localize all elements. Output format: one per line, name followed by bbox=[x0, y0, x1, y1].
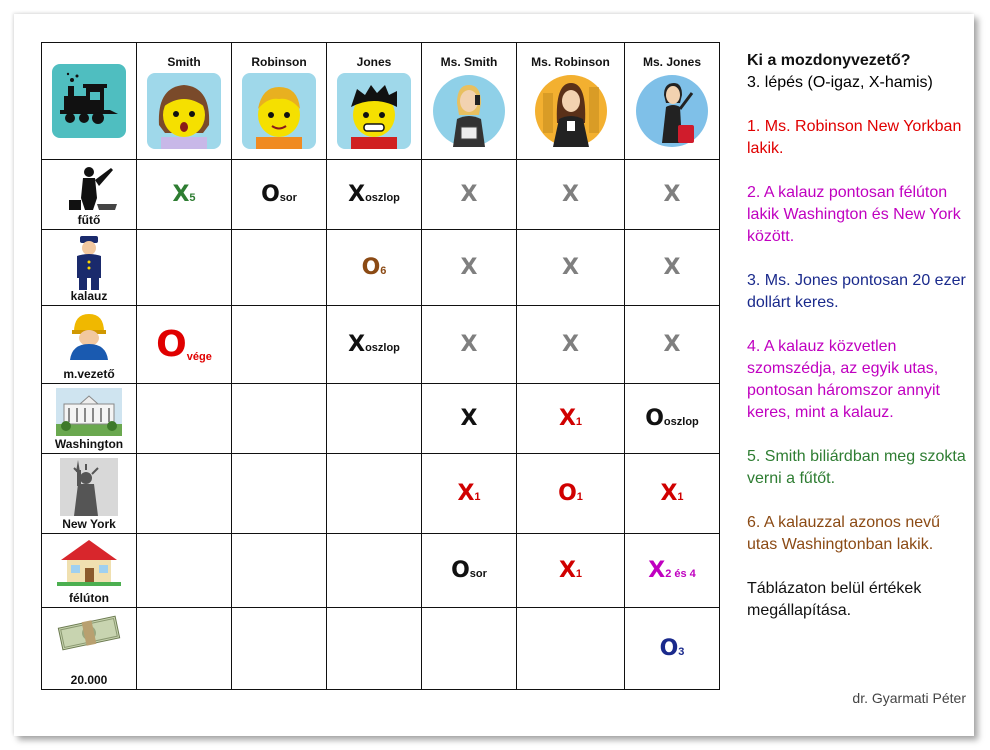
puzzle-title: Ki a mozdonyvezető? bbox=[747, 52, 911, 69]
header-row bbox=[42, 43, 720, 160]
grid-cell bbox=[327, 384, 422, 454]
mark-note: 3 bbox=[678, 646, 685, 658]
grid-cell bbox=[137, 306, 232, 384]
grid-cell bbox=[422, 230, 517, 306]
mark-letter: X bbox=[460, 406, 478, 431]
grid-cell bbox=[232, 306, 327, 384]
grid-cell bbox=[625, 384, 720, 454]
mark-letter: O bbox=[451, 558, 470, 583]
grid-cell bbox=[625, 534, 720, 608]
grid-row-washington bbox=[42, 384, 720, 454]
grid-cell bbox=[422, 160, 517, 230]
mark-letter: O bbox=[156, 324, 187, 365]
puzzle-step: 3. lépés (O-igaz, X-hamis) bbox=[747, 74, 933, 91]
row-header bbox=[42, 306, 137, 384]
corner-cell bbox=[42, 43, 137, 160]
stoker-icon bbox=[59, 164, 119, 215]
mark-letter: X bbox=[663, 255, 681, 280]
grid-cell bbox=[232, 608, 327, 690]
mark-letter: O bbox=[261, 182, 280, 207]
row-header bbox=[42, 230, 137, 306]
cell-mark bbox=[664, 332, 681, 357]
cell-mark bbox=[562, 255, 579, 280]
boy-avatar bbox=[242, 73, 316, 149]
mark-note: 5 bbox=[189, 192, 196, 204]
row-label: m.vezető bbox=[63, 367, 115, 381]
cell-mark bbox=[562, 332, 579, 357]
train-icon bbox=[52, 64, 126, 138]
mark-letter: O bbox=[558, 481, 577, 506]
conductor-icon bbox=[69, 234, 109, 295]
clue-3: 3. Ms. Jones pontosan 20 ezer dollárt keres. bbox=[747, 272, 966, 311]
row-label: 20.000 bbox=[70, 673, 108, 687]
cell-mark bbox=[559, 406, 582, 431]
cell-mark bbox=[461, 255, 478, 280]
cell-mark bbox=[562, 182, 579, 207]
mark-note: 1 bbox=[677, 491, 684, 503]
grid-cell bbox=[422, 534, 517, 608]
clue-7: Táblázaton belül értékek megállapítása. bbox=[747, 580, 922, 619]
mark-letter: X bbox=[460, 332, 478, 357]
cell-mark bbox=[457, 481, 480, 506]
row-label: félúton bbox=[69, 591, 109, 605]
boy-dark-hair-avatar bbox=[337, 73, 411, 149]
grid-cell bbox=[517, 454, 625, 534]
grid-cell bbox=[327, 230, 422, 306]
grid-cell bbox=[517, 534, 625, 608]
mark-note: vége bbox=[186, 351, 212, 363]
mark-letter: O bbox=[645, 406, 664, 431]
row-label: kalauz bbox=[70, 289, 108, 303]
row-header bbox=[42, 454, 137, 534]
girl-avatar bbox=[147, 73, 221, 149]
grid-cell bbox=[327, 454, 422, 534]
mark-letter: O bbox=[361, 255, 381, 280]
mark-note: 1 bbox=[575, 416, 583, 428]
white-house-icon bbox=[56, 388, 122, 441]
logic-grid bbox=[41, 42, 720, 690]
clue-list bbox=[747, 116, 972, 622]
grid-cell bbox=[517, 608, 625, 690]
mark-note: oszlop bbox=[663, 416, 699, 428]
mark-letter: X bbox=[663, 182, 681, 207]
grid-row-kalauz bbox=[42, 230, 720, 306]
grid-cell bbox=[422, 306, 517, 384]
mark-note: oszlop bbox=[365, 342, 400, 354]
cell-mark bbox=[558, 481, 583, 506]
grid-cell bbox=[137, 608, 232, 690]
grid-cell bbox=[327, 534, 422, 608]
grid-cell bbox=[232, 454, 327, 534]
cell-mark bbox=[664, 255, 681, 280]
grid-cell bbox=[137, 230, 232, 306]
mark-note: 1 bbox=[576, 491, 583, 503]
column-header-robinson: Robinson bbox=[232, 43, 327, 160]
row-label: Washington bbox=[54, 437, 124, 451]
grid-row-fűtő bbox=[42, 160, 720, 230]
woman-city-avatar bbox=[533, 73, 609, 149]
mark-note: sor bbox=[469, 568, 487, 580]
mark-letter: X bbox=[348, 182, 366, 207]
column-header-ms-smith: Ms. Smith bbox=[422, 43, 517, 160]
row-header bbox=[42, 160, 137, 230]
cell-mark bbox=[156, 324, 212, 365]
grid-row-20-000 bbox=[42, 608, 720, 690]
cell-mark bbox=[660, 636, 685, 661]
grid-cell bbox=[232, 160, 327, 230]
column-header-jones: Jones bbox=[327, 43, 422, 160]
grid-row-félúton bbox=[42, 534, 720, 608]
woman-phone-avatar bbox=[431, 73, 507, 149]
cell-mark bbox=[348, 182, 400, 207]
clue-panel bbox=[747, 50, 972, 644]
cell-mark bbox=[461, 406, 478, 431]
grid-cell bbox=[232, 384, 327, 454]
grid-cell bbox=[137, 454, 232, 534]
column-header-smith: Smith bbox=[137, 43, 232, 160]
cell-mark bbox=[451, 558, 487, 583]
grid-cell bbox=[422, 608, 517, 690]
money-stack-icon bbox=[54, 612, 124, 659]
mark-letter: O bbox=[659, 636, 679, 661]
mark-letter: X bbox=[558, 406, 576, 431]
grid-cell bbox=[517, 306, 625, 384]
cell-mark bbox=[645, 406, 699, 431]
clue-1: 1. Ms. Robinson New Yorkban lakik. bbox=[747, 118, 962, 157]
mark-note: oszlop bbox=[365, 192, 400, 204]
cell-mark bbox=[461, 182, 478, 207]
mark-note: 1 bbox=[575, 568, 583, 580]
cell-mark bbox=[559, 558, 582, 583]
grid-row-new-york bbox=[42, 454, 720, 534]
grid-cell bbox=[327, 160, 422, 230]
mark-note: 2 és 4 bbox=[665, 568, 696, 580]
cell-mark bbox=[172, 182, 195, 207]
grid-row-m-vezető bbox=[42, 306, 720, 384]
column-header-ms-robinson: Ms. Robinson bbox=[517, 43, 625, 160]
mark-letter: X bbox=[172, 182, 190, 207]
grid-cell bbox=[327, 306, 422, 384]
mark-letter: X bbox=[663, 332, 681, 357]
grid-cell bbox=[625, 230, 720, 306]
column-header-ms-jones: Ms. Jones bbox=[625, 43, 720, 160]
clue-2: 2. A kalauz pontosan félúton lakik Washington és New York között. bbox=[747, 184, 961, 245]
mark-letter: X bbox=[460, 255, 478, 280]
author-credit: dr. Gyarmati Péter bbox=[852, 690, 966, 706]
cell-mark bbox=[648, 558, 696, 583]
row-label: New York bbox=[62, 517, 116, 531]
grid-cell bbox=[137, 160, 232, 230]
mark-letter: X bbox=[562, 255, 579, 280]
mark-letter: X bbox=[558, 558, 576, 583]
cell-mark bbox=[664, 182, 681, 207]
engineer-icon bbox=[64, 310, 114, 365]
grid-cell bbox=[625, 454, 720, 534]
mark-letter: X bbox=[562, 332, 579, 357]
row-label: fűtő bbox=[77, 213, 101, 227]
grid-cell bbox=[422, 384, 517, 454]
grid-cell bbox=[517, 384, 625, 454]
cell-mark bbox=[362, 255, 387, 280]
grid-cell bbox=[422, 454, 517, 534]
grid-cell bbox=[327, 608, 422, 690]
mark-note: 6 bbox=[380, 265, 387, 277]
row-header bbox=[42, 534, 137, 608]
grid-cell bbox=[137, 384, 232, 454]
mark-letter: X bbox=[348, 332, 366, 357]
mark-letter: X bbox=[562, 182, 579, 207]
statue-of-liberty-icon bbox=[60, 458, 118, 521]
grid-cell bbox=[517, 230, 625, 306]
grid-cell bbox=[625, 608, 720, 690]
woman-suitcase-avatar bbox=[634, 73, 710, 149]
grid-cell bbox=[232, 230, 327, 306]
cell-mark bbox=[461, 332, 478, 357]
mark-letter: X bbox=[460, 182, 478, 207]
mark-letter: X bbox=[648, 558, 666, 583]
clue-5: 5. Smith biliárdban meg szokta verni a fűtőt. bbox=[747, 448, 966, 487]
row-header bbox=[42, 608, 137, 690]
cell-mark bbox=[660, 481, 683, 506]
mark-note: sor bbox=[279, 192, 297, 204]
row-header bbox=[42, 384, 137, 454]
grid-cell bbox=[517, 160, 625, 230]
cell-mark bbox=[348, 332, 400, 357]
grid-cell bbox=[232, 534, 327, 608]
grid-cell bbox=[625, 306, 720, 384]
mark-note: 1 bbox=[474, 491, 481, 503]
mark-letter: X bbox=[457, 481, 475, 506]
cell-mark bbox=[261, 182, 297, 207]
grid-cell bbox=[625, 160, 720, 230]
house-icon bbox=[57, 538, 121, 591]
mark-letter: X bbox=[660, 481, 678, 506]
clue-4: 4. A kalauz közvetlen szomszédja, az egyik utas, pontosan háromszor annyit keres, mint a kalauz. bbox=[747, 338, 940, 421]
clue-6: 6. A kalauzzal azonos nevű utas Washingtonban lakik. bbox=[747, 514, 941, 553]
grid-cell bbox=[137, 534, 232, 608]
